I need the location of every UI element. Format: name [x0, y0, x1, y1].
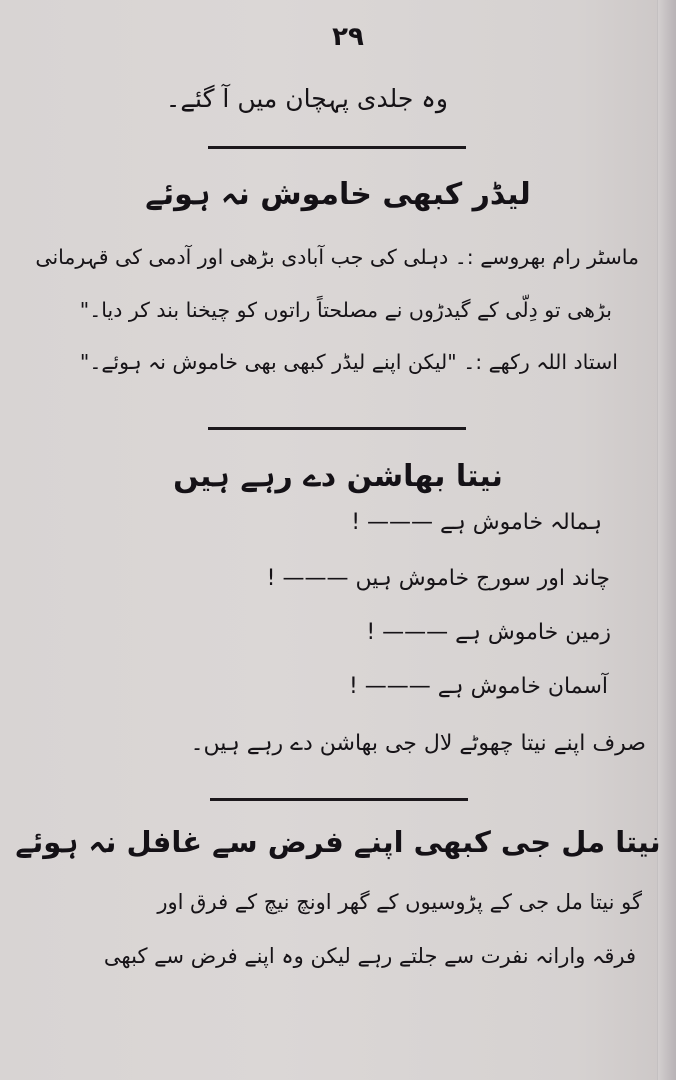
section1-line-2: بڑھی تو دِلّی کے گیدڑوں نے مصلحتاً راتوں کو چیخنا بند کر دیا۔" — [79, 298, 612, 322]
section2-line-3: زمین خاموش ہے ——— ! — [366, 620, 611, 645]
section2-heading: نیتا بھاشن دے رہے ہیں — [173, 459, 503, 494]
section3-line-2: فرقہ وارانہ نفرت سے جلتے رہے لیکن وہ اپنے فرض سے کبھی — [103, 944, 636, 968]
page-number: ۲۹ — [332, 22, 364, 52]
section1-line-1: ماسٹر رام بھروسے :۔ دہلی کی جب آبادی بڑھی اور آدمی کی قہرمانی — [35, 245, 639, 269]
section3-heading: نیتا مل جی کبھی اپنے فرض سے غافل نہ ہوئے — [15, 825, 661, 859]
section2-line-5: صرف اپنے نیتا چھوٹے لال جی بھاشن دے رہے ہیں۔ — [190, 731, 646, 756]
section1-heading: لیڈر کبھی خاموش نہ ہوئے — [145, 177, 531, 212]
divider-1 — [208, 146, 466, 149]
divider-2 — [208, 427, 466, 430]
page-edge — [657, 0, 676, 1080]
divider-3 — [210, 798, 468, 801]
section2-line-2: چاند اور سورج خاموش ہیں ——— ! — [266, 566, 610, 591]
section2-line-4: آسمان خاموش ہے ——— ! — [348, 674, 608, 699]
section2-line-1: ہمالہ خاموش ہے ——— ! — [351, 510, 602, 535]
section1-line-3: استاد اللہ رکھے :۔ "لیکن اپنے لیڈر کبھی بھی خاموش نہ ہوئے۔" — [79, 350, 618, 374]
top-line: وہ جلدی پہچان میں آ گئے۔ — [165, 84, 448, 113]
section3-line-1: گو نیتا مل جی کے پڑوسیوں کے گھر اونچ نیچ کے فرق اور — [157, 890, 642, 914]
